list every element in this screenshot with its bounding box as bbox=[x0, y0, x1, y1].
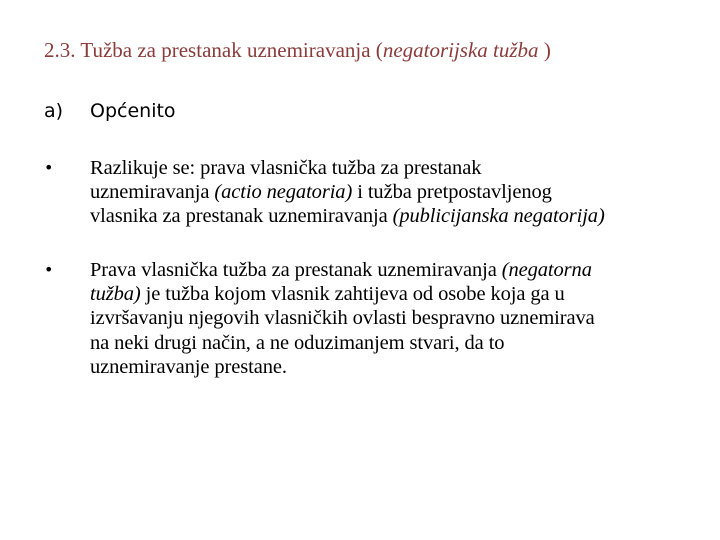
italic-run: (actio negatoria) bbox=[214, 181, 353, 204]
bullet-text-2 bbox=[90, 258, 704, 379]
bullet-item-1 bbox=[44, 156, 704, 236]
slide-title-prefix: 2.3. Tužba za prestanak uznemiravanja ( bbox=[44, 38, 383, 62]
slide-title-italic: negatorijska tužba bbox=[382, 38, 539, 62]
bullet-marker: • bbox=[44, 158, 54, 177]
text-run: izvršavanju njegovih vlasničkih ovlasti bespravno uznemirava bbox=[90, 307, 595, 330]
section-heading bbox=[44, 98, 704, 124]
italic-run: tužba) bbox=[90, 283, 141, 306]
slide-title bbox=[44, 36, 704, 64]
text-line bbox=[90, 258, 704, 282]
text-line bbox=[90, 282, 704, 306]
text-run: i tužba pretpostavljenog bbox=[352, 181, 552, 204]
text-line bbox=[90, 355, 704, 379]
text-run: vlasnika za prestanak uznemiravanja bbox=[90, 205, 393, 228]
bullet-marker: • bbox=[44, 260, 54, 279]
text-run: na neki drugi način, a ne oduzimanjem stvari, da to bbox=[90, 331, 505, 354]
bullet-text-1 bbox=[90, 156, 704, 229]
section-marker: a) bbox=[44, 100, 64, 122]
text-run: je tužba kojom vlasnik zahtijeva od osobe koja ga u bbox=[140, 283, 565, 306]
text-run: Razlikuje se: prava vlasnička tužba za prestanak bbox=[90, 157, 482, 179]
italic-run: (publicijanska negatorija) bbox=[392, 205, 605, 228]
text-line bbox=[90, 180, 704, 204]
text-line bbox=[90, 331, 704, 355]
italic-run: (negatorna bbox=[501, 259, 592, 281]
section-label: Općenito bbox=[90, 100, 176, 122]
text-line bbox=[90, 306, 704, 330]
text-line bbox=[90, 204, 704, 228]
text-run: uznemiravanja bbox=[90, 181, 215, 204]
text-line bbox=[90, 156, 704, 180]
bullet-item-2 bbox=[44, 258, 704, 382]
text-run: Prava vlasnička tužba za prestanak uznemiravanja bbox=[90, 259, 502, 281]
text-run: uznemiravanje prestane. bbox=[90, 355, 287, 378]
slide-title-suffix: ) bbox=[538, 38, 551, 62]
